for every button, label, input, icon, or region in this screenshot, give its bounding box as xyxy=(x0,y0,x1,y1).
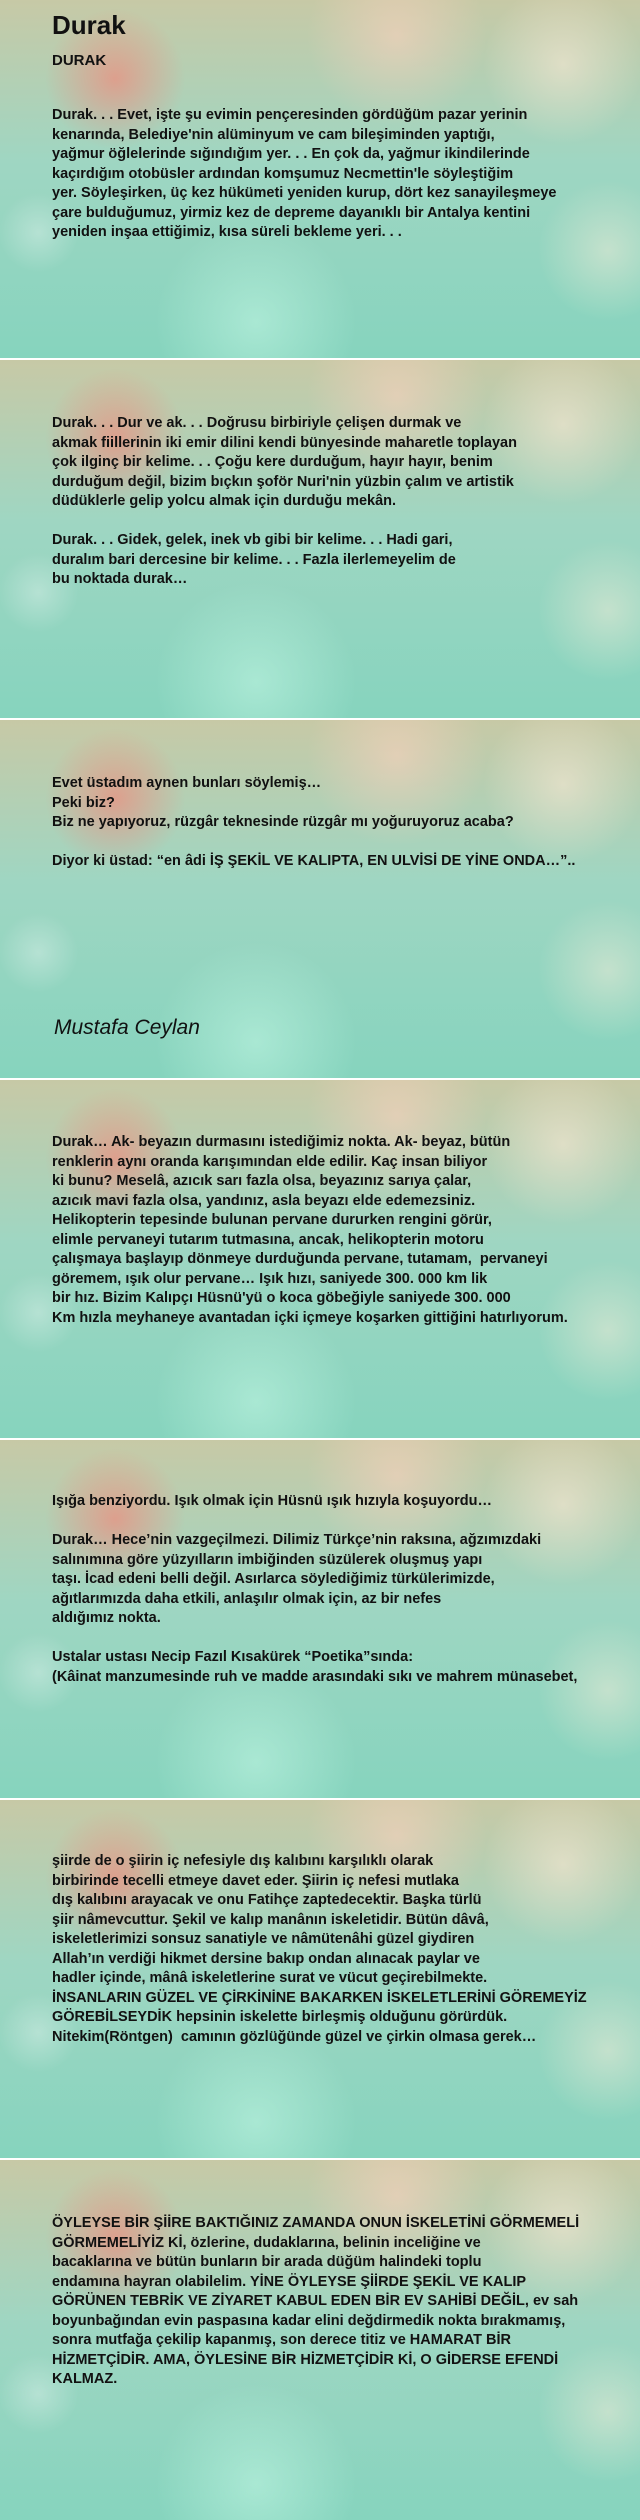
article-section-7 xyxy=(0,2160,640,2520)
paragraph-block-1: Durak. . . Evet, işte şu evimin pençeresinden gördüğüm pazar yerinin kenarında, Belediye'nin alüminyum ve cam bileşiminden yaptığı, yağmur öğlelerinde sığındığım yer. . . En çok da, yağmur ikindilerinde kaçırdığım otobüsler ardından komşumuz Necmettin'le söyleştiğim yer. Söyleşirken, üç kez hükümeti yeniden kurup, dört kez sanayileşmeye çare bulduğumuz, yirmiz kez de depreme dayanıklı bir Antalya kentini yeniden inşaa ettiğimiz, kısa süreli bekleme yeri. . . xyxy=(52,107,557,240)
article-section-3 xyxy=(0,720,640,1078)
article-section-2 xyxy=(0,360,640,718)
paragraph-block-6: şiirde de o şiirin iç nefesiyle dış kalıbını karşılıklı olarak birbirinde tecelli etmeye davet eder. Şiirin iç nefesi mutlaka dış kalıbını arayacak ve onu Fatihçe zaptedecektir. Başka türlü şiir nâmevcuttur. Şekil ve kalıp manânın iskeletidir. Bütün dâvâ, iskeletlerimizi sonsuz sanatiyle ve nâmütenâhi güzel giydiren Allah’ın verdiği hikmet dersine bakıp ondan alınacak paylar ve hadler içinde, mânâ iskeletlerine surat ve vücut geçirebilmekte. İNSANLARIN GÜZEL VE ÇİRKİNİNE BAKARKEN İSKELETLERİNİ GÖREMEYİZ GÖREBİLSEYDİK hepsinin iskelette birleşmiş olduğunu görürdük. Nitekim(Röntgen) camının gözlüğünde güzel ve çirkin olmasa gerek… xyxy=(52,1853,587,2045)
author-signature: Mustafa Ceylan xyxy=(54,1016,200,1039)
page-title: Durak xyxy=(52,10,126,40)
article-section-1 xyxy=(0,0,640,358)
section-heading: DURAK xyxy=(52,52,107,69)
paragraph-block-3: Evet üstadım aynen bunları söylemiş… Peki biz? Biz ne yapıyoruz, rüzgâr teknesinde rüzgâr mı yoğuruyoruz acaba? Diyor ki üstad: “en âdi İŞ ŞEKİL VE KALIPTA, EN ULVİSİ DE YİNE ONDA…”.. xyxy=(52,775,576,869)
article-section-5 xyxy=(0,1440,640,1798)
paragraph-block-4: Durak… Ak- beyazın durmasını istediğimiz nokta. Ak- beyaz, bütün renklerin aynı oranda karışımından elde edilir. Kaç insan biliyor ki bunu? Meselâ, azıcık sarı fazla olsa, beyazınız sarıya çalar, azıcık mavi fazla olsa, yandınız, asla beyazı elde edemezsiniz. Helikopterin tepesinde bulunan pervane dururken rengini görür, elimle pervaneyi tutarım tutmasına, ancak, helikopterin motoru çalışmaya başlayıp dönmeye durduğunda pervane, tutamam, pervaneyi göremem, ışık olur pervane… Işık hızı, saniyede 300. 000 km lik bir hız. Bizim Kalıpçı Hüsnü'yü o koca göbeğiyle saniyede 300. 000 Km hızla meyhaneye avantadan içki içmeye koşarken gittiğini hatırlıyorum. xyxy=(52,1134,568,1326)
paragraph-block-5: Işığa benziyordu. Işık olmak için Hüsnü ışık hızıyla koşuyordu… Durak… Hece’nin vazgeçilmezi. Dilimiz Türkçe’nin raksına, ağzımızdaki salınımına göre yüzyılların imbiğinden süzülerek oluşmuş yapı taşı. İcad edeni belli değil. Asırlarca söylediğimiz türkülerimizde, ağıtlarımızda daha etkili, anlaşılır olmak için, az bir nefes aldığımız nokta. Ustalar ustası Necip Fazıl Kısakürek “Poetika”sında: (Kâinat manzumesinde ruh ve madde arasındaki sıkı ve mahrem münasebet, xyxy=(52,1493,578,1685)
article-section-6 xyxy=(0,1800,640,2158)
paragraph-block-2: Durak. . . Dur ve ak. . . Doğrusu birbiriyle çelişen durmak ve akmak fiillerinin iki emir dilini kendi bünyesinde maharetle toplayan çok ilginç bir kelime. . . Çoğu kere durduğum, hayır hayır, benim durduğum değil, bizim bıçkın şoför Nuri'nin yüzbin çalım ve artistik düdüklerle gelip yolcu almak için durduğu mekân. Durak. . . Gidek, gelek, inek vb gibi bir kelime. . . Hadi gari, duralım bari dercesine bir kelime. . . Fazla ilerlemeyelim de bu noktada durak… xyxy=(52,415,517,587)
paragraph-block-7: ÖYLEYSE BİR ŞİİRE BAKTIĞINIZ ZAMANDA ONUN İSKELETİNİ GÖRMEMELİ GÖRMEMELİYİZ Kİ, özlerine, dudaklarına, belinin inceliğine ve bacaklarına ve bütün bunların bir arada düğüm halindeki toplu endamına hayran olabilelim. YİNE ÖYLEYSE ŞİİRDE ŞEKİL VE KALIP GÖRÜNEN TEBRİK VE ZİYARET KABUL EDEN BİR EV SAHİBİ DEĞİL, ev sah boyunbağından evin paspasına kadar elini değdirmedik nokta bırakmamış, sonra mutfağa çekilip kapanmış, son derece titiz ve HAMARAT BİR HİZMETÇİDİR. AMA, ÖYLESİNE BİR HİZMETÇİDİR Kİ, O GİDERSE EFENDİ KALMAZ. xyxy=(52,2215,580,2387)
article-section-4 xyxy=(0,1080,640,1438)
